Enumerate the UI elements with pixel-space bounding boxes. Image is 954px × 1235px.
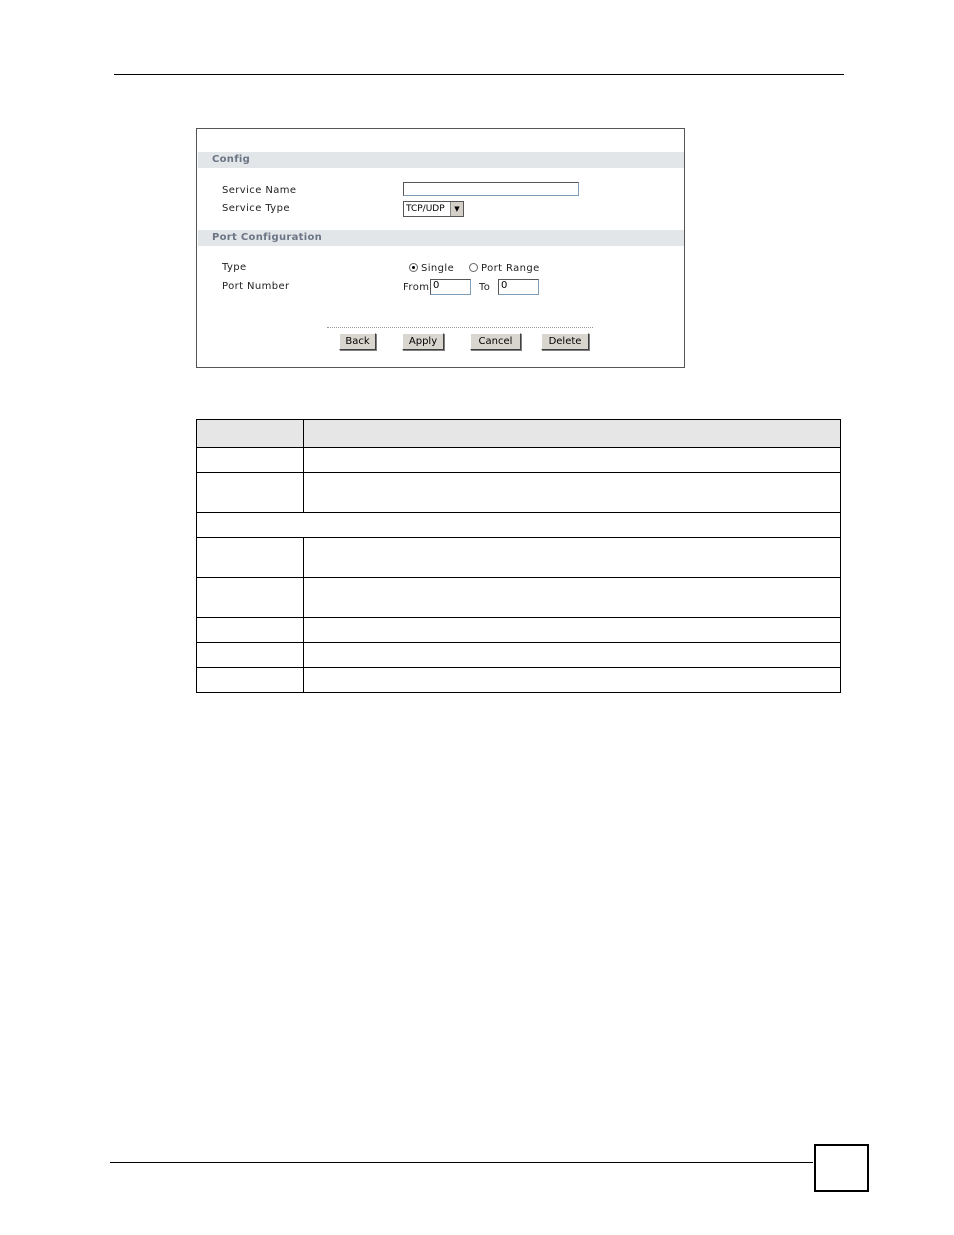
back-button[interactable]: Back: [339, 333, 376, 350]
service-name-input[interactable]: [403, 182, 579, 196]
table-row: [197, 473, 841, 513]
field-description-table: [196, 419, 841, 693]
table-row: [197, 643, 841, 668]
table-row: [197, 448, 841, 473]
table-row: [197, 668, 841, 693]
type-label: Type: [222, 262, 247, 273]
port-number-label: Port Number: [222, 281, 290, 292]
service-type-value: TCP/UDP: [406, 204, 445, 214]
page-number-box: [814, 1144, 869, 1192]
table-row: [197, 578, 841, 618]
to-label: To: [479, 282, 491, 293]
chevron-down-icon: ▼: [450, 202, 463, 216]
cancel-button[interactable]: Cancel: [470, 333, 521, 350]
header-rule: [114, 74, 844, 75]
port-range-radio-label: Port Range: [481, 263, 540, 274]
from-label: From: [403, 282, 430, 293]
table-row: [197, 538, 841, 578]
delete-button[interactable]: Delete: [541, 333, 589, 350]
single-radio-label: Single: [421, 263, 455, 274]
single-radio[interactable]: [409, 263, 418, 272]
service-type-label: Service Type: [222, 203, 290, 214]
table-section-row: [197, 513, 841, 538]
port-to-input[interactable]: 0: [498, 279, 539, 295]
edit-service-screenshot: [196, 128, 685, 368]
service-name-label: Service Name: [222, 185, 297, 196]
port-from-input[interactable]: 0: [430, 279, 471, 295]
footer-rule: [110, 1162, 813, 1163]
service-type-select[interactable]: [403, 201, 464, 217]
port-range-radio[interactable]: [469, 263, 478, 272]
button-divider: [327, 327, 593, 328]
table-header-row: [197, 420, 841, 448]
port-configuration-section-title: Port Configuration: [198, 230, 684, 246]
table-row: [197, 618, 841, 643]
config-section-title: Config: [198, 152, 684, 168]
apply-button[interactable]: Apply: [402, 333, 444, 350]
